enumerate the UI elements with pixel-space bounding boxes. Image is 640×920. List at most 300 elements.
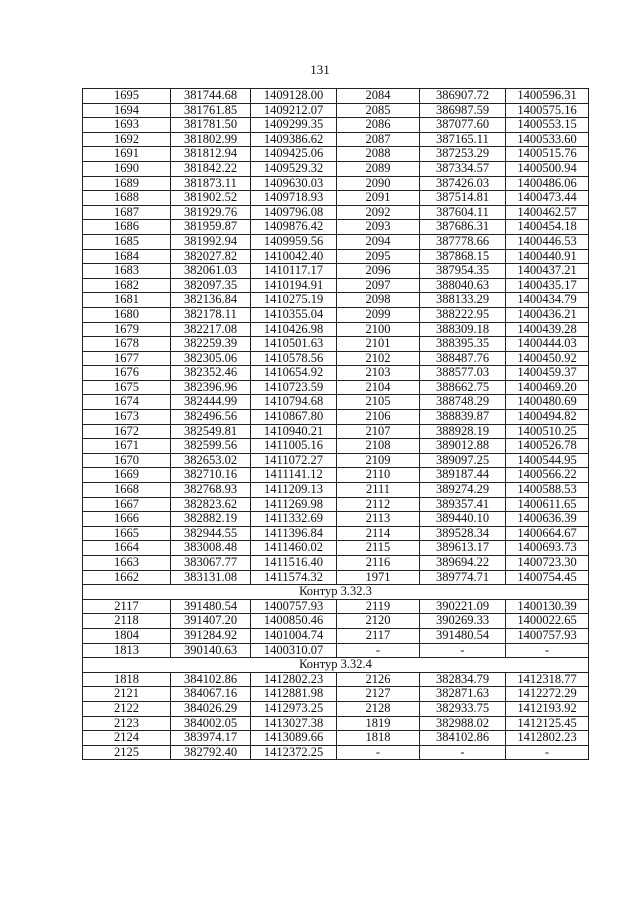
x-coordinate-right: 387868.15 (420, 249, 506, 264)
y-coordinate-left: 1409876.42 (251, 220, 337, 235)
point-number-right: 2106 (337, 410, 420, 425)
y-coordinate-left: 1411209.13 (251, 483, 337, 498)
table-row (83, 89, 589, 104)
point-number-left: 1667 (83, 497, 171, 512)
x-coordinate-left: 382768.93 (171, 483, 251, 498)
table-row (83, 497, 589, 512)
y-coordinate-left: 1412802.23 (251, 672, 337, 687)
table-row (83, 410, 589, 425)
point-number-right: 2084 (337, 89, 420, 104)
x-coordinate-right: 382933.75 (420, 701, 506, 716)
y-coordinate-left: 1400850.46 (251, 614, 337, 629)
x-coordinate-left: 383131.08 (171, 570, 251, 585)
x-coordinate-right: 388133.29 (420, 293, 506, 308)
y-coordinate-right: 1400566.22 (506, 468, 589, 483)
x-coordinate-left: 381929.76 (171, 205, 251, 220)
y-coordinate-right: 1400693.73 (506, 541, 589, 556)
point-number-right: 2113 (337, 512, 420, 527)
y-coordinate-left: 1409128.00 (251, 89, 337, 104)
point-number-left: 1662 (83, 570, 171, 585)
point-number-right: 2105 (337, 395, 420, 410)
point-number-left: 1689 (83, 176, 171, 191)
point-number-right: 2117 (337, 628, 420, 643)
y-coordinate-left: 1411141.12 (251, 468, 337, 483)
x-coordinate-left: 381842.22 (171, 161, 251, 176)
y-coordinate-right: 1400575.16 (506, 103, 589, 118)
x-coordinate-left: 384067.16 (171, 687, 251, 702)
point-number-right: 2112 (337, 497, 420, 512)
x-coordinate-right: 388662.75 (420, 380, 506, 395)
x-coordinate-left: 382549.81 (171, 424, 251, 439)
x-coordinate-left: 383974.17 (171, 731, 251, 746)
x-coordinate-left: 382136.84 (171, 293, 251, 308)
x-coordinate-left: 382097.35 (171, 278, 251, 293)
point-number-right: 2111 (337, 483, 420, 498)
y-coordinate-right: 1400544.95 (506, 453, 589, 468)
x-coordinate-right: 389774.71 (420, 570, 506, 585)
point-number-left: 1682 (83, 278, 171, 293)
x-coordinate-left: 381761.85 (171, 103, 251, 118)
y-coordinate-right: 1400486.06 (506, 176, 589, 191)
y-coordinate-right: 1400436.21 (506, 307, 589, 322)
section-header-row (83, 658, 589, 673)
x-coordinate-right: 387334.57 (420, 161, 506, 176)
point-number-right: 1971 (337, 570, 420, 585)
table-row (83, 731, 589, 746)
y-coordinate-right: 1400754.45 (506, 570, 589, 585)
point-number-right: 2104 (337, 380, 420, 395)
x-coordinate-left: 382944.55 (171, 526, 251, 541)
x-coordinate-left: 381744.68 (171, 89, 251, 104)
table-row (83, 234, 589, 249)
y-coordinate-right: 1400459.37 (506, 366, 589, 381)
y-coordinate-right: 1400450.92 (506, 351, 589, 366)
table-row (83, 468, 589, 483)
point-number-left: 1695 (83, 89, 171, 104)
y-coordinate-left: 1400757.93 (251, 599, 337, 614)
point-number-right: 2114 (337, 526, 420, 541)
point-number-left: 1672 (83, 424, 171, 439)
point-number-right: 2096 (337, 264, 420, 279)
table-row (83, 701, 589, 716)
table-row (83, 337, 589, 352)
y-coordinate-left: 1412372.25 (251, 745, 337, 760)
table-row (83, 672, 589, 687)
x-coordinate-left: 382882.19 (171, 512, 251, 527)
point-number-left: 2121 (83, 687, 171, 702)
point-number-left: 1687 (83, 205, 171, 220)
y-coordinate-right: - (506, 643, 589, 658)
y-coordinate-left: 1410275.19 (251, 293, 337, 308)
table-row (83, 322, 589, 337)
y-coordinate-left: 1409212.07 (251, 103, 337, 118)
table-row (83, 132, 589, 147)
table-row (83, 220, 589, 235)
point-number-left: 1688 (83, 191, 171, 206)
point-number-right: 2103 (337, 366, 420, 381)
point-number-left: 1673 (83, 410, 171, 425)
point-number-right: 2098 (337, 293, 420, 308)
y-coordinate-right: 1400611.65 (506, 497, 589, 512)
x-coordinate-right: 389274.29 (420, 483, 506, 498)
point-number-left: 1674 (83, 395, 171, 410)
y-coordinate-right: 1412193.92 (506, 701, 589, 716)
point-number-left: 1679 (83, 322, 171, 337)
table-row (83, 205, 589, 220)
x-coordinate-right: 388222.95 (420, 307, 506, 322)
coordinates-table-body (83, 89, 589, 760)
y-coordinate-left: 1409630.03 (251, 176, 337, 191)
point-number-left: 2125 (83, 745, 171, 760)
y-coordinate-right: 1412125.45 (506, 716, 589, 731)
point-number-left: 1668 (83, 483, 171, 498)
table-row (83, 512, 589, 527)
point-number-right: - (337, 643, 420, 658)
x-coordinate-left: 381802.99 (171, 132, 251, 147)
x-coordinate-left: 382217.08 (171, 322, 251, 337)
point-number-right: 2094 (337, 234, 420, 249)
point-number-left: 1681 (83, 293, 171, 308)
x-coordinate-left: 391407.20 (171, 614, 251, 629)
x-coordinate-left: 381781.50 (171, 118, 251, 133)
x-coordinate-right: 390221.09 (420, 599, 506, 614)
point-number-right: 2108 (337, 439, 420, 454)
y-coordinate-left: 1411396.84 (251, 526, 337, 541)
y-coordinate-left: 1410723.59 (251, 380, 337, 395)
point-number-left: 1677 (83, 351, 171, 366)
table-row (83, 716, 589, 731)
x-coordinate-left: 382061.03 (171, 264, 251, 279)
x-coordinate-left: 384026.29 (171, 701, 251, 716)
x-coordinate-left: 382352.46 (171, 366, 251, 381)
x-coordinate-right: 389694.22 (420, 556, 506, 571)
point-number-left: 1675 (83, 380, 171, 395)
x-coordinate-right: - (420, 643, 506, 658)
y-coordinate-left: 1409718.93 (251, 191, 337, 206)
x-coordinate-right: 387253.29 (420, 147, 506, 162)
point-number-left: 1678 (83, 337, 171, 352)
point-number-left: 2117 (83, 599, 171, 614)
x-coordinate-right: 389187.44 (420, 468, 506, 483)
table-row (83, 395, 589, 410)
x-coordinate-left: 383067.77 (171, 556, 251, 571)
y-coordinate-right: - (506, 745, 589, 760)
y-coordinate-right: 1400636.39 (506, 512, 589, 527)
x-coordinate-right: 390269.33 (420, 614, 506, 629)
y-coordinate-right: 1400596.31 (506, 89, 589, 104)
y-coordinate-right: 1412318.77 (506, 672, 589, 687)
y-coordinate-left: 1410501.63 (251, 337, 337, 352)
y-coordinate-left: 1409959.56 (251, 234, 337, 249)
y-coordinate-left: 1413089.66 (251, 731, 337, 746)
x-coordinate-right: 388748.29 (420, 395, 506, 410)
y-coordinate-right: 1400515.76 (506, 147, 589, 162)
x-coordinate-left: 382444.99 (171, 395, 251, 410)
point-number-left: 1670 (83, 453, 171, 468)
x-coordinate-left: 384002.05 (171, 716, 251, 731)
point-number-right: 2086 (337, 118, 420, 133)
y-coordinate-right: 1400500.94 (506, 161, 589, 176)
x-coordinate-right: 387778.66 (420, 234, 506, 249)
y-coordinate-right: 1400130.39 (506, 599, 589, 614)
table-row (83, 161, 589, 176)
point-number-right: 2095 (337, 249, 420, 264)
y-coordinate-right: 1400022.65 (506, 614, 589, 629)
x-coordinate-left: 382792.40 (171, 745, 251, 760)
point-number-right: 2109 (337, 453, 420, 468)
x-coordinate-left: 382823.62 (171, 497, 251, 512)
point-number-right: 2093 (337, 220, 420, 235)
y-coordinate-left: 1411269.98 (251, 497, 337, 512)
table-row (83, 264, 589, 279)
x-coordinate-left: 382599.56 (171, 439, 251, 454)
table-row (83, 439, 589, 454)
y-coordinate-left: 1410355.04 (251, 307, 337, 322)
x-coordinate-right: 389613.17 (420, 541, 506, 556)
y-coordinate-right: 1400437.21 (506, 264, 589, 279)
y-coordinate-left: 1410654.92 (251, 366, 337, 381)
x-coordinate-left: 381812.94 (171, 147, 251, 162)
section-title: Контур 3.32.4 (83, 658, 589, 673)
section-title: Контур 3.32.3 (83, 585, 589, 600)
x-coordinate-left: 390140.63 (171, 643, 251, 658)
point-number-right: 2100 (337, 322, 420, 337)
x-coordinate-right: 388395.35 (420, 337, 506, 352)
y-coordinate-right: 1400510.25 (506, 424, 589, 439)
y-coordinate-right: 1412272.29 (506, 687, 589, 702)
table-row (83, 541, 589, 556)
x-coordinate-left: 382653.02 (171, 453, 251, 468)
x-coordinate-right: - (420, 745, 506, 760)
x-coordinate-right: 387426.03 (420, 176, 506, 191)
point-number-left: 1669 (83, 468, 171, 483)
y-coordinate-right: 1400494.82 (506, 410, 589, 425)
y-coordinate-left: 1409425.06 (251, 147, 337, 162)
point-number-left: 1680 (83, 307, 171, 322)
table-row (83, 249, 589, 264)
y-coordinate-right: 1400462.57 (506, 205, 589, 220)
y-coordinate-right: 1400757.93 (506, 628, 589, 643)
x-coordinate-right: 382988.02 (420, 716, 506, 731)
y-coordinate-left: 1409796.08 (251, 205, 337, 220)
x-coordinate-left: 391480.54 (171, 599, 251, 614)
table-row (83, 424, 589, 439)
x-coordinate-right: 388839.87 (420, 410, 506, 425)
table-row (83, 191, 589, 206)
table-row (83, 614, 589, 629)
table-row (83, 366, 589, 381)
point-number-left: 1690 (83, 161, 171, 176)
x-coordinate-right: 382871.63 (420, 687, 506, 702)
point-number-left: 1692 (83, 132, 171, 147)
point-number-right: 2097 (337, 278, 420, 293)
table-row (83, 628, 589, 643)
table-row (83, 118, 589, 133)
x-coordinate-left: 384102.86 (171, 672, 251, 687)
point-number-left: 1694 (83, 103, 171, 118)
y-coordinate-right: 1400723.30 (506, 556, 589, 571)
y-coordinate-right: 1400469.20 (506, 380, 589, 395)
point-number-left: 1683 (83, 264, 171, 279)
y-coordinate-right: 1400588.53 (506, 483, 589, 498)
point-number-left: 1665 (83, 526, 171, 541)
x-coordinate-left: 382027.82 (171, 249, 251, 264)
x-coordinate-right: 387954.35 (420, 264, 506, 279)
y-coordinate-right: 1400434.79 (506, 293, 589, 308)
point-number-left: 1685 (83, 234, 171, 249)
x-coordinate-right: 384102.86 (420, 731, 506, 746)
point-number-left: 1813 (83, 643, 171, 658)
y-coordinate-right: 1412802.23 (506, 731, 589, 746)
x-coordinate-right: 388577.03 (420, 366, 506, 381)
y-coordinate-left: 1412881.98 (251, 687, 337, 702)
table-row (83, 570, 589, 585)
point-number-left: 1666 (83, 512, 171, 527)
y-coordinate-right: 1400446.53 (506, 234, 589, 249)
y-coordinate-left: 1409529.32 (251, 161, 337, 176)
y-coordinate-left: 1410940.21 (251, 424, 337, 439)
x-coordinate-left: 381959.87 (171, 220, 251, 235)
point-number-right: 2120 (337, 614, 420, 629)
table-row (83, 293, 589, 308)
y-coordinate-right: 1400480.69 (506, 395, 589, 410)
page-number: 131 (310, 62, 330, 77)
y-coordinate-left: 1410426.98 (251, 322, 337, 337)
y-coordinate-left: 1411574.32 (251, 570, 337, 585)
point-number-left: 1676 (83, 366, 171, 381)
point-number-right: 2087 (337, 132, 420, 147)
y-coordinate-left: 1410578.56 (251, 351, 337, 366)
point-number-right: 2085 (337, 103, 420, 118)
table-row (83, 483, 589, 498)
table-row (83, 307, 589, 322)
y-coordinate-left: 1412973.25 (251, 701, 337, 716)
y-coordinate-left: 1410194.91 (251, 278, 337, 293)
point-number-right: 2116 (337, 556, 420, 571)
point-number-left: 1663 (83, 556, 171, 571)
point-number-right: 2102 (337, 351, 420, 366)
y-coordinate-right: 1400664.67 (506, 526, 589, 541)
x-coordinate-right: 386907.72 (420, 89, 506, 104)
coordinates-table (82, 88, 589, 760)
point-number-right: 2119 (337, 599, 420, 614)
point-number-left: 1693 (83, 118, 171, 133)
y-coordinate-right: 1400440.91 (506, 249, 589, 264)
table-row (83, 556, 589, 571)
x-coordinate-right: 387165.11 (420, 132, 506, 147)
x-coordinate-left: 382259.39 (171, 337, 251, 352)
x-coordinate-right: 382834.79 (420, 672, 506, 687)
x-coordinate-left: 382305.06 (171, 351, 251, 366)
x-coordinate-right: 389440.10 (420, 512, 506, 527)
y-coordinate-right: 1400526.78 (506, 439, 589, 454)
point-number-right: 2089 (337, 161, 420, 176)
x-coordinate-right: 389012.88 (420, 439, 506, 454)
section-header-row (83, 585, 589, 600)
x-coordinate-left: 391284.92 (171, 628, 251, 643)
y-coordinate-left: 1413027.38 (251, 716, 337, 731)
y-coordinate-right: 1400444.03 (506, 337, 589, 352)
y-coordinate-right: 1400439.28 (506, 322, 589, 337)
x-coordinate-right: 387077.60 (420, 118, 506, 133)
x-coordinate-left: 382710.16 (171, 468, 251, 483)
y-coordinate-left: 1410794.68 (251, 395, 337, 410)
x-coordinate-right: 389097.25 (420, 453, 506, 468)
y-coordinate-right: 1400473.44 (506, 191, 589, 206)
y-coordinate-left: 1410867.80 (251, 410, 337, 425)
x-coordinate-left: 382396.96 (171, 380, 251, 395)
point-number-right: 2092 (337, 205, 420, 220)
point-number-right: 2107 (337, 424, 420, 439)
y-coordinate-left: 1411516.40 (251, 556, 337, 571)
y-coordinate-left: 1411460.02 (251, 541, 337, 556)
x-coordinate-right: 389357.41 (420, 497, 506, 512)
x-coordinate-left: 383008.48 (171, 541, 251, 556)
point-number-left: 2124 (83, 731, 171, 746)
x-coordinate-right: 389528.34 (420, 526, 506, 541)
y-coordinate-left: 1400310.07 (251, 643, 337, 658)
point-number-left: 1671 (83, 439, 171, 454)
point-number-right: 1818 (337, 731, 420, 746)
table-row (83, 599, 589, 614)
point-number-right: 2088 (337, 147, 420, 162)
table-row (83, 147, 589, 162)
point-number-right: 2128 (337, 701, 420, 716)
table-row (83, 687, 589, 702)
y-coordinate-left: 1410042.40 (251, 249, 337, 264)
table-row (83, 643, 589, 658)
x-coordinate-left: 381902.52 (171, 191, 251, 206)
x-coordinate-left: 381992.94 (171, 234, 251, 249)
point-number-left: 2123 (83, 716, 171, 731)
x-coordinate-right: 387514.81 (420, 191, 506, 206)
point-number-right: 2115 (337, 541, 420, 556)
x-coordinate-right: 388928.19 (420, 424, 506, 439)
x-coordinate-right: 388487.76 (420, 351, 506, 366)
x-coordinate-right: 387604.11 (420, 205, 506, 220)
x-coordinate-right: 388040.63 (420, 278, 506, 293)
point-number-right: 2091 (337, 191, 420, 206)
point-number-right: 2101 (337, 337, 420, 352)
x-coordinate-right: 386987.59 (420, 103, 506, 118)
x-coordinate-left: 381873.11 (171, 176, 251, 191)
point-number-right: 2126 (337, 672, 420, 687)
point-number-left: 1818 (83, 672, 171, 687)
x-coordinate-right: 388309.18 (420, 322, 506, 337)
point-number-left: 2122 (83, 701, 171, 716)
point-number-right: 2110 (337, 468, 420, 483)
table-row (83, 526, 589, 541)
table-row (83, 453, 589, 468)
point-number-left: 1691 (83, 147, 171, 162)
point-number-right: 2099 (337, 307, 420, 322)
point-number-left: 1684 (83, 249, 171, 264)
table-row (83, 351, 589, 366)
x-coordinate-left: 382496.56 (171, 410, 251, 425)
table-row (83, 380, 589, 395)
y-coordinate-left: 1411072.27 (251, 453, 337, 468)
point-number-right: 1819 (337, 716, 420, 731)
y-coordinate-left: 1411005.16 (251, 439, 337, 454)
point-number-right: - (337, 745, 420, 760)
y-coordinate-right: 1400435.17 (506, 278, 589, 293)
point-number-left: 1804 (83, 628, 171, 643)
y-coordinate-left: 1409386.62 (251, 132, 337, 147)
x-coordinate-right: 387686.31 (420, 220, 506, 235)
point-number-right: 2090 (337, 176, 420, 191)
table-row (83, 745, 589, 760)
table-row (83, 103, 589, 118)
